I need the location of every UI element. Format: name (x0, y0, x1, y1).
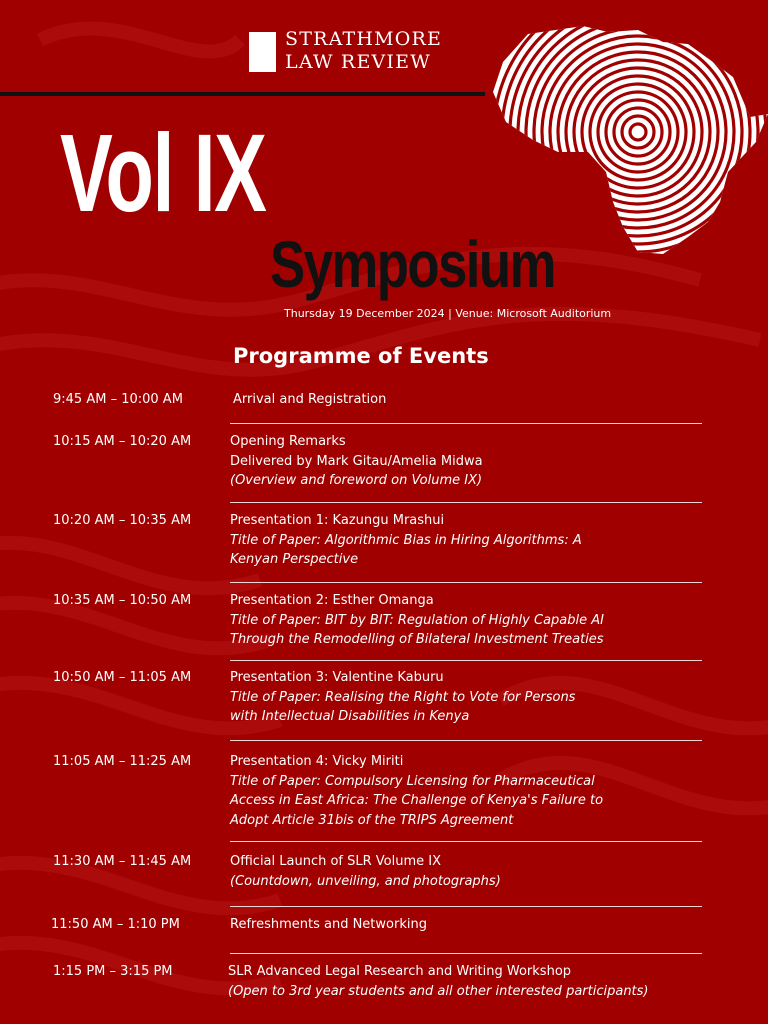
brand-logo (249, 28, 479, 75)
logo-square-icon (249, 32, 276, 72)
schedule-note: Kenyan Perspective (230, 552, 359, 567)
header-divider (0, 92, 485, 96)
schedule-line: Opening Remarks (230, 434, 346, 449)
schedule-time: 1:15 PM – 3:15 PM (53, 964, 173, 979)
schedule-time: 10:15 AM – 10:20 AM (53, 434, 192, 449)
schedule-time: 11:30 AM – 11:45 AM (53, 854, 192, 869)
row-divider (230, 423, 702, 424)
schedule-detail (230, 668, 575, 727)
schedule-time: 10:35 AM – 10:50 AM (53, 593, 192, 608)
schedule-note: Access in East Africa: The Challenge of Kenya's Failure to (230, 793, 604, 808)
africa-fingerprint-icon (488, 22, 768, 258)
schedule-note: Title of Paper: Realising the Right to Vote for Persons (230, 689, 576, 705)
row-divider (230, 841, 702, 842)
schedule-note: Title of Paper: Algorithmic Bias in Hiring Algorithms: A (230, 532, 582, 548)
symposium-title: Symposium (270, 227, 555, 301)
schedule-note: Title of Paper: BIT by BIT: Regulation of Highly Capable AI (230, 612, 604, 628)
schedule-line: Presentation 4: Vicky Miriti (230, 754, 404, 769)
schedule-note: (Countdown, unveiling, and photographs) (230, 873, 501, 889)
schedule-detail (230, 591, 604, 650)
schedule-line: Refreshments and Networking (230, 917, 427, 932)
volume-title: Vol IX (60, 112, 266, 235)
schedule-line: Presentation 1: Kazungu Mrashui (230, 513, 445, 528)
schedule-time: 11:50 AM – 1:10 PM (51, 917, 180, 932)
schedule-time: 11:05 AM – 11:25 AM (53, 754, 192, 769)
schedule-detail (230, 752, 603, 830)
row-divider (230, 740, 702, 741)
row-divider (230, 502, 702, 503)
schedule-detail (230, 852, 501, 891)
row-divider (230, 582, 702, 583)
schedule-detail (228, 962, 649, 1001)
schedule-line: Arrival and Registration (233, 392, 387, 407)
date-venue: Thursday 19 December 2024 | Venue: Microsoft Auditorium (284, 307, 612, 320)
schedule-line: SLR Advanced Legal Research and Writing Workshop (228, 964, 572, 979)
schedule-line: Presentation 2: Esther Omanga (230, 593, 434, 608)
schedule-note: Title of Paper: Compulsory Licensing for Pharmaceutical (230, 773, 595, 789)
schedule-line: Presentation 3: Valentine Kaburu (230, 670, 444, 685)
brand-name-line2: LAW REVIEW (285, 51, 431, 73)
brand-name-line1: STRATHMORE (285, 28, 443, 50)
schedule-detail (230, 511, 582, 570)
schedule-note: Adopt Article 31bis of the TRIPS Agreement (230, 812, 514, 828)
schedule-time: 9:45 AM – 10:00 AM (53, 392, 183, 407)
row-divider (230, 953, 702, 954)
schedule-line: Official Launch of SLR Volume IX (230, 854, 442, 869)
row-divider (230, 906, 702, 907)
schedule-line: Delivered by Mark Gitau/Amelia Midwa (230, 453, 483, 469)
schedule-time: 10:20 AM – 10:35 AM (53, 513, 192, 528)
schedule-detail (230, 432, 483, 491)
row-divider (230, 660, 702, 661)
schedule-time: 10:50 AM – 11:05 AM (53, 670, 192, 685)
schedule-detail (233, 390, 386, 410)
programme-title: Programme of Events (233, 344, 489, 368)
schedule-note: (Overview and foreword on Volume IX) (230, 473, 483, 488)
schedule-note: with Intellectual Disabilities in Kenya (230, 709, 470, 724)
schedule-note: Through the Remodelling of Bilateral Investment Treaties (230, 632, 604, 647)
schedule-detail (230, 915, 427, 935)
schedule-note: (Open to 3rd year students and all other interested participants) (228, 983, 649, 999)
